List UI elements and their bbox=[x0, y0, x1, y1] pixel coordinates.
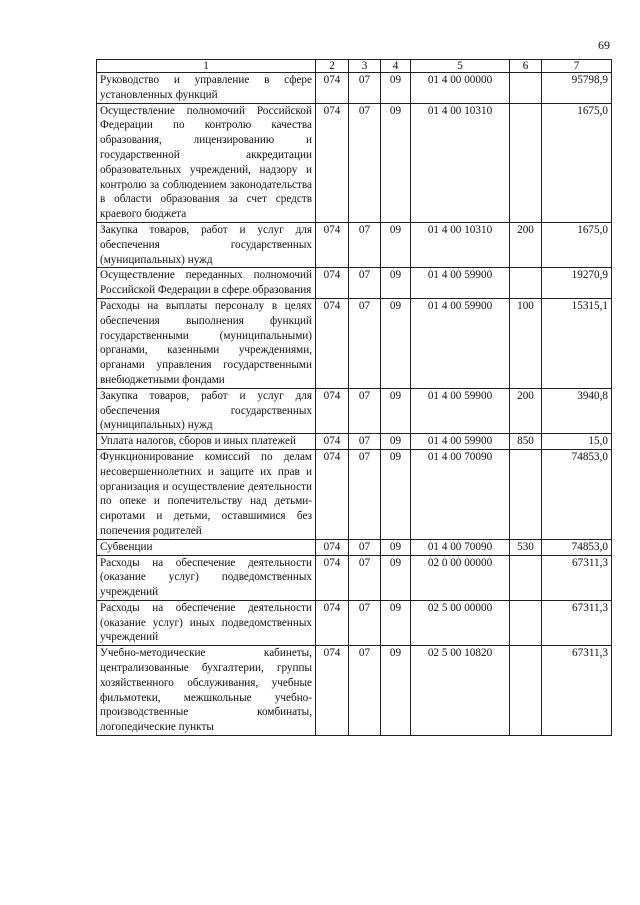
header-cell: 2 bbox=[316, 60, 349, 73]
header-cell: 6 bbox=[510, 60, 542, 73]
expense-type-cell: 530 bbox=[510, 539, 542, 555]
expense-type-cell: 200 bbox=[510, 388, 542, 433]
section-code-cell: 07 bbox=[349, 555, 381, 600]
target-article-cell: 02 5 00 00000 bbox=[411, 600, 510, 645]
row-name-cell: Руководство и управление в сфере установленных функций bbox=[97, 73, 316, 104]
table-row bbox=[97, 268, 612, 299]
amount-cell: 15315,1 bbox=[542, 298, 612, 388]
section-code-cell: 07 bbox=[349, 73, 381, 104]
row-name-cell: Функционирование комиссий по делам несовершеннолетних и защите их прав и организация и осуществление деятельности по опеке и попечительству над детьми-сиротами и детьми, оставшимися без попечения родителей bbox=[97, 449, 316, 539]
expense-type-cell: 200 bbox=[510, 222, 542, 267]
header-cell: 5 bbox=[411, 60, 510, 73]
expense-type-cell: 850 bbox=[510, 434, 542, 450]
row-name-cell: Закупка товаров, работ и услуг для обеспечения государственных (муниципальных) нужд bbox=[97, 388, 316, 433]
amount-cell: 3940,8 bbox=[542, 388, 612, 433]
ministry-code-cell: 074 bbox=[316, 103, 349, 222]
row-name-cell: Субвенции bbox=[97, 539, 316, 555]
table-row bbox=[97, 298, 612, 388]
table-row bbox=[97, 555, 612, 600]
target-article-cell: 01 4 00 10310 bbox=[411, 103, 510, 222]
section-code-cell: 07 bbox=[349, 539, 381, 555]
amount-cell: 67311,3 bbox=[542, 555, 612, 600]
section-code-cell: 07 bbox=[349, 268, 381, 299]
ministry-code-cell: 074 bbox=[316, 555, 349, 600]
target-article-cell: 01 4 00 59900 bbox=[411, 298, 510, 388]
table-row bbox=[97, 103, 612, 222]
row-name-cell: Расходы на обеспечение деятельности (оказание услуг) подведомственных учреждений bbox=[97, 555, 316, 600]
target-article-cell: 02 5 00 10820 bbox=[411, 646, 510, 736]
subsection-code-cell: 09 bbox=[381, 555, 411, 600]
header-row bbox=[97, 60, 612, 73]
ministry-code-cell: 074 bbox=[316, 298, 349, 388]
ministry-code-cell: 074 bbox=[316, 449, 349, 539]
expense-type-cell bbox=[510, 646, 542, 736]
expense-type-cell: 100 bbox=[510, 298, 542, 388]
header-cell: 4 bbox=[381, 60, 411, 73]
target-article-cell: 01 4 00 59900 bbox=[411, 434, 510, 450]
table-row bbox=[97, 449, 612, 539]
table-row bbox=[97, 600, 612, 645]
row-name-cell: Учебно-методические кабинеты, централизованные бухгалтерии, группы хозяйственного обслуживания, учебные фильмотеки, межшкольные учебно-производственные комбинаты, логопедические пункты bbox=[97, 646, 316, 736]
section-code-cell: 07 bbox=[349, 600, 381, 645]
section-code-cell: 07 bbox=[349, 449, 381, 539]
target-article-cell: 02 0 00 00000 bbox=[411, 555, 510, 600]
ministry-code-cell: 074 bbox=[316, 600, 349, 645]
expense-type-cell bbox=[510, 103, 542, 222]
section-code-cell: 07 bbox=[349, 388, 381, 433]
subsection-code-cell: 09 bbox=[381, 646, 411, 736]
subsection-code-cell: 09 bbox=[381, 388, 411, 433]
subsection-code-cell: 09 bbox=[381, 73, 411, 104]
table-row bbox=[97, 222, 612, 267]
section-code-cell: 07 bbox=[349, 222, 381, 267]
section-code-cell: 07 bbox=[349, 298, 381, 388]
ministry-code-cell: 074 bbox=[316, 434, 349, 450]
target-article-cell: 01 4 00 59900 bbox=[411, 268, 510, 299]
table-row bbox=[97, 434, 612, 450]
section-code-cell: 07 bbox=[349, 103, 381, 222]
amount-cell: 95798,9 bbox=[542, 73, 612, 104]
ministry-code-cell: 074 bbox=[316, 73, 349, 104]
table-row bbox=[97, 539, 612, 555]
target-article-cell: 01 4 00 70090 bbox=[411, 449, 510, 539]
subsection-code-cell: 09 bbox=[381, 298, 411, 388]
row-name-cell: Осуществление полномочий Российской Федерации по контролю качества образования, лицензированию и государственной аккредитации образовательных учреждений, надзору и контролю за соблюдением законодательства в области образования за счет средств краевого бюджета bbox=[97, 103, 316, 222]
ministry-code-cell: 074 bbox=[316, 268, 349, 299]
amount-cell: 74853,0 bbox=[542, 449, 612, 539]
row-name-cell: Расходы на выплаты персоналу в целях обеспечения выполнения функций государственными (муниципальными) органами, казенными учреждениями, органами управления государственными внебюджетными фондами bbox=[97, 298, 316, 388]
header-cell: 7 bbox=[542, 60, 612, 73]
target-article-cell: 01 4 00 59900 bbox=[411, 388, 510, 433]
header-cell: 3 bbox=[349, 60, 381, 73]
amount-cell: 74853,0 bbox=[542, 539, 612, 555]
expense-type-cell bbox=[510, 449, 542, 539]
ministry-code-cell: 074 bbox=[316, 388, 349, 433]
table-row bbox=[97, 388, 612, 433]
subsection-code-cell: 09 bbox=[381, 539, 411, 555]
table-row bbox=[97, 646, 612, 736]
subsection-code-cell: 09 bbox=[381, 103, 411, 222]
page-number: 69 bbox=[598, 38, 610, 52]
subsection-code-cell: 09 bbox=[381, 268, 411, 299]
subsection-code-cell: 09 bbox=[381, 449, 411, 539]
table-row bbox=[97, 73, 612, 104]
expense-type-cell bbox=[510, 73, 542, 104]
row-name-cell: Уплата налогов, сборов и иных платежей bbox=[97, 434, 316, 450]
expense-type-cell bbox=[510, 555, 542, 600]
amount-cell: 1675,0 bbox=[542, 222, 612, 267]
amount-cell: 67311,3 bbox=[542, 646, 612, 736]
expense-type-cell bbox=[510, 600, 542, 645]
ministry-code-cell: 074 bbox=[316, 222, 349, 267]
ministry-code-cell: 074 bbox=[316, 539, 349, 555]
amount-cell: 1675,0 bbox=[542, 103, 612, 222]
row-name-cell: Осуществление переданных полномочий Российской Федерации в сфере образования bbox=[97, 268, 316, 299]
subsection-code-cell: 09 bbox=[381, 434, 411, 450]
row-name-cell: Закупка товаров, работ и услуг для обеспечения государственных (муниципальных) нужд bbox=[97, 222, 316, 267]
ministry-code-cell: 074 bbox=[316, 646, 349, 736]
subsection-code-cell: 09 bbox=[381, 600, 411, 645]
section-code-cell: 07 bbox=[349, 434, 381, 450]
header-cell: 1 bbox=[97, 60, 316, 73]
amount-cell: 67311,3 bbox=[542, 600, 612, 645]
budget-table bbox=[96, 59, 612, 736]
target-article-cell: 01 4 00 70090 bbox=[411, 539, 510, 555]
subsection-code-cell: 09 bbox=[381, 222, 411, 267]
target-article-cell: 01 4 00 10310 bbox=[411, 222, 510, 267]
target-article-cell: 01 4 00 00000 bbox=[411, 73, 510, 104]
expense-type-cell bbox=[510, 268, 542, 299]
amount-cell: 15,0 bbox=[542, 434, 612, 450]
section-code-cell: 07 bbox=[349, 646, 381, 736]
row-name-cell: Расходы на обеспечение деятельности (оказание услуг) иных подведомственных учреждений bbox=[97, 600, 316, 645]
amount-cell: 19270,9 bbox=[542, 268, 612, 299]
